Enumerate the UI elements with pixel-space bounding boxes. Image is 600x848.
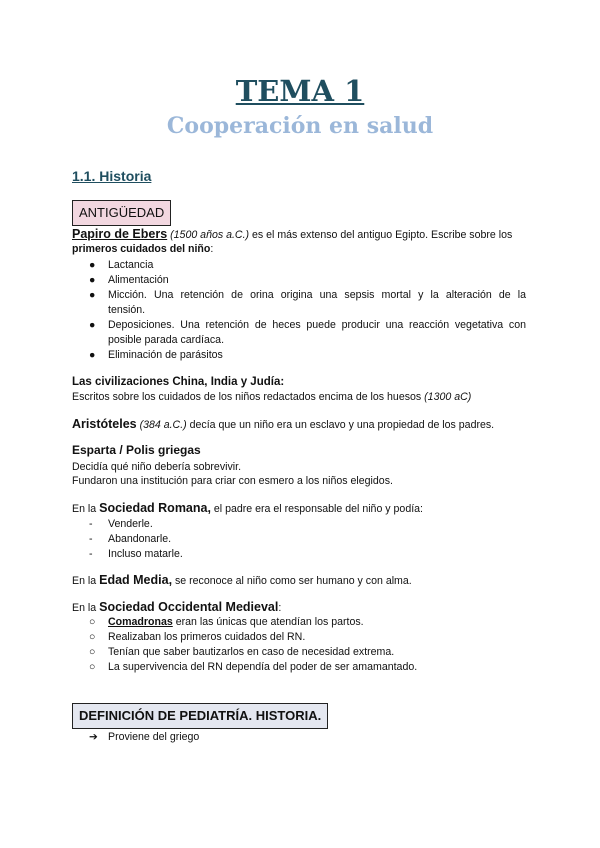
media-text: se reconoce al niño como ser humano y con alma. <box>175 575 412 587</box>
list-item: Venderle. <box>108 518 153 530</box>
aristoteles-date: (384 a.C.) <box>139 419 187 431</box>
list-item: Micción. Una retención de orina origina una sepsis mortal y la alteración de la <box>108 289 526 301</box>
bullet-icon: ● <box>89 349 96 361</box>
list-item-cont: tensión. <box>108 304 146 316</box>
bullet-icon: ● <box>89 274 96 286</box>
page-title: TEMA 1 <box>235 74 365 108</box>
list-item <box>108 615 364 629</box>
dash-icon: - <box>89 533 93 545</box>
esparta-line-1: Decidía qué niño debería sobrevivir. <box>72 461 242 473</box>
bullet-icon: ● <box>89 289 96 301</box>
occidental-name: Sociedad Occidental Medieval <box>99 600 279 614</box>
page-subtitle: Cooperación en salud <box>166 113 434 139</box>
list-item: Tenían que saber bautizarlos en caso de necesidad extrema. <box>108 646 395 658</box>
box-antiguedad: ANTIGÜEDAD <box>72 200 171 226</box>
papiro-date: (1500 años a.C.) <box>170 229 250 241</box>
list-item: Incluso matarle. <box>108 548 183 560</box>
romana-line <box>72 501 423 516</box>
papiro-name: Papiro de Ebers <box>72 227 168 241</box>
section-heading: 1.1. Historia <box>72 168 152 184</box>
aristoteles-name: Aristóteles <box>72 417 137 431</box>
arrow-icon: ➔ <box>89 731 98 743</box>
list-item: Eliminación de parásitos <box>108 349 223 361</box>
civ-line <box>72 390 471 404</box>
media-pre: En la <box>72 575 97 587</box>
aristoteles-text: decía que un niño era un esclavo y una propiedad de los padres. <box>189 419 495 431</box>
romana-pre: En la <box>72 503 97 515</box>
papiro-colon: : <box>210 243 214 255</box>
papiro-bold: primeros cuidados del niño <box>72 243 211 255</box>
romana-name: Sociedad Romana, <box>99 501 211 515</box>
list-item: Proviene del griego <box>108 731 200 743</box>
circle-bullet-icon: ○ <box>89 616 96 628</box>
dash-icon: - <box>89 548 93 560</box>
aristoteles-line <box>72 417 494 432</box>
civ-date: (1300 aC) <box>424 391 472 403</box>
civ-text: Escritos sobre los cuidados de los niños redactados encima de los huesos <box>72 391 422 403</box>
list-item: La supervivencia del RN dependía del poder de ser amamantado. <box>108 661 418 673</box>
media-line <box>72 573 412 588</box>
papiro-line <box>72 227 512 242</box>
circle-bullet-icon: ○ <box>89 631 96 643</box>
comadronas-text: eran las únicas que atendían los partos. <box>175 616 364 628</box>
list-item: Realizaban los primeros cuidados del RN. <box>108 631 306 643</box>
civ-heading: Las civilizaciones China, India y Judía: <box>72 376 285 388</box>
occidental-colon: : <box>278 602 282 614</box>
bullet-icon: ● <box>89 319 96 331</box>
romana-text: el padre era el responsable del niño y podía: <box>213 503 423 515</box>
esparta-line-2: Fundaron una institución para criar con esmero a los niños elegidos. <box>72 475 393 487</box>
list-item: Alimentación <box>108 274 169 286</box>
papiro-text: es el más extenso del antiguo Egipto. Escribe sobre los <box>252 229 513 241</box>
circle-bullet-icon: ○ <box>89 661 96 673</box>
papiro-line-2 <box>72 242 213 256</box>
dash-icon: - <box>89 518 93 530</box>
bullet-icon: ● <box>89 259 96 271</box>
circle-bullet-icon: ○ <box>89 646 96 658</box>
media-name: Edad Media, <box>99 573 173 587</box>
esparta-heading: Esparta / Polis griegas <box>72 443 201 457</box>
comadronas: Comadronas <box>108 616 173 628</box>
list-item: Lactancia <box>108 259 154 271</box>
occidental-pre: En la <box>72 602 97 614</box>
box-definicion: DEFINICIÓN DE PEDIATRÍA. HISTORIA. <box>72 703 328 729</box>
list-item: Abandonarle. <box>108 533 172 545</box>
occidental-line <box>72 600 281 615</box>
list-item-cont: posible parada cardíaca. <box>108 334 225 346</box>
list-item: Deposiciones. Una retención de heces puede producir una reacción vegetativa con <box>108 319 526 331</box>
